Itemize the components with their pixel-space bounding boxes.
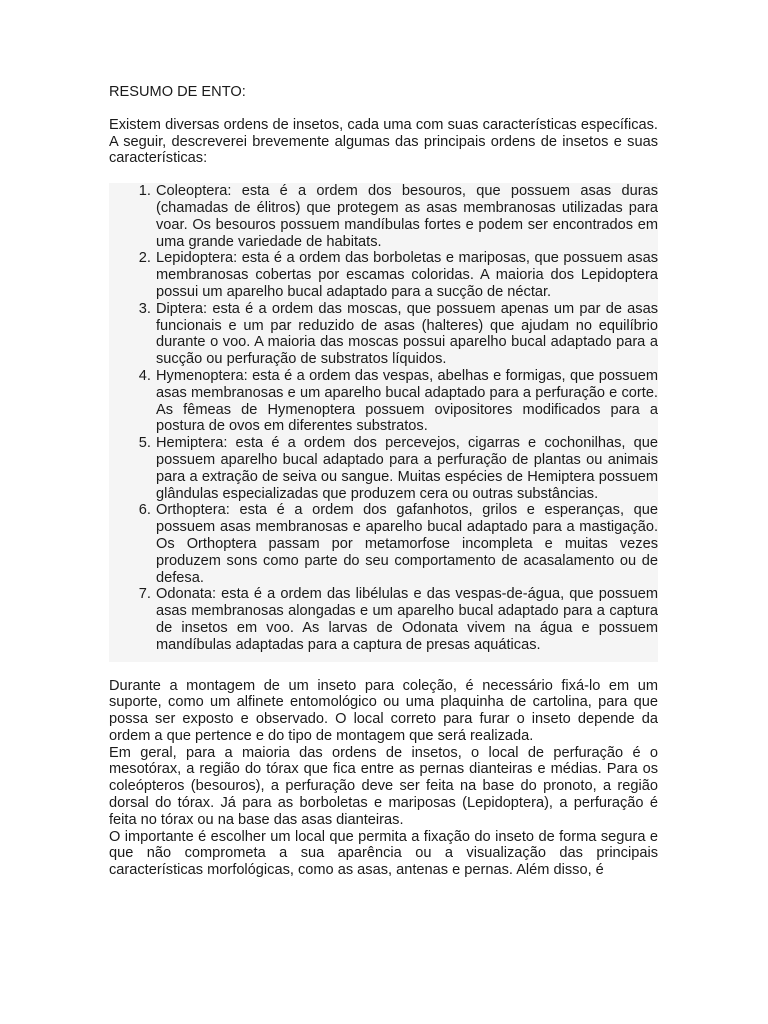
list-item-hemiptera: 5. Hemiptera: esta é a ordem dos percevejos, cigarras e cochonilhas, que possuem aparelho bucal adaptado para a perfuração de plantas ou animais para a extração de seiva ou sangue. Muitas espécies de Hemiptera possuem glândulas especializadas que produzem cera ou outras substâncias.: [155, 435, 658, 502]
document-page: [109, 84, 658, 879]
list-item-odonata: 7. Odonata: esta é a ordem das libélulas e das vespas-de-água, que possuem asas membranosas alongadas e um aparelho bucal adaptado para a captura de insetos em voo. As larvas de Odonata vivem na água e possuem mandíbulas adaptadas para a captura de presas aquáticas.: [155, 586, 658, 653]
mounting-paragraph-1: Durante a montagem de um inseto para coleção, é necessário fixá-lo em um suporte, como um alfinete entomológico ou uma plaquinha de cartolina, para que possa ser exposto e observado. O local correto para furar o inseto depende da ordem a que pertence e do tipo de montagem que será realizada.: [109, 677, 658, 744]
list-item-lepidoptera: 2. Lepidoptera: esta é a ordem das borboletas e mariposas, que possuem asas membranosas cobertas por escamas coloridas. A maioria dos Lepidoptera possui um aparelho bucal adaptado para a sucção de néctar.: [155, 250, 658, 300]
mounting-paragraph-3: O importante é escolher um local que permita a fixação do inseto de forma segura e que não comprometa a sua aparência ou a visualização das principais características morfológicas, como as asas, antenas e pernas. Além disso, é: [109, 828, 658, 879]
intro-paragraph: Existem diversas ordens de insetos, cada uma com suas características específicas. A seguir, descreverei brevemente algumas das principais ordens de insetos e suas características:: [109, 116, 658, 167]
insect-orders-section: [109, 183, 658, 661]
list-item-orthoptera: 6. Orthoptera: esta é a ordem dos gafanhotos, grilos e esperanças, que possuem asas membranosas e aparelho bucal adaptado para a mastigação. Os Orthoptera passam por metamorfose incompleta e muitas vezes produzem sons como parte do seu comportamento de acasalamento ou de defesa.: [155, 502, 658, 586]
list-item-coleoptera: 1. Coleoptera: esta é a ordem dos besouros, que possuem asas duras (chamadas de élitros) que protegem as asas membranosas utilizadas para voar. Os besouros possuem mandíbulas fortes e podem ser encontrados em uma grande variedade de habitats.: [155, 183, 658, 250]
mounting-paragraph-2: Em geral, para a maioria das ordens de insetos, o local de perfuração é o mesotórax, a região do tórax que fica entre as pernas dianteiras e médias. Para os coleópteros (besouros), a perfuração deve ser feita na base do pronoto, a região dorsal do tórax. Já para as borboletas e mariposas (Lepidoptera), a perfuração é feita no tórax ou na base das asas dianteiras.: [109, 744, 658, 828]
list-item-diptera: 3. Diptera: esta é a ordem das moscas, que possuem apenas um par de asas funcionais e um par reduzido de asas (halteres) que ajudam no equilíbrio durante o voo. A maioria das moscas possui aparelho bucal adaptado para a sucção ou perfuração de substratos líquidos.: [155, 301, 658, 368]
list-item-hymenoptera: 4. Hymenoptera: esta é a ordem das vespas, abelhas e formigas, que possuem asas membranosas e um aparelho bucal adaptado para a perfuração e corte. As fêmeas de Hymenoptera possuem ovipositores modificados para a postura de ovos em diferentes substratos.: [155, 368, 658, 435]
document-title: RESUMO DE ENTO:: [109, 84, 246, 100]
insect-orders-list: [109, 183, 658, 653]
